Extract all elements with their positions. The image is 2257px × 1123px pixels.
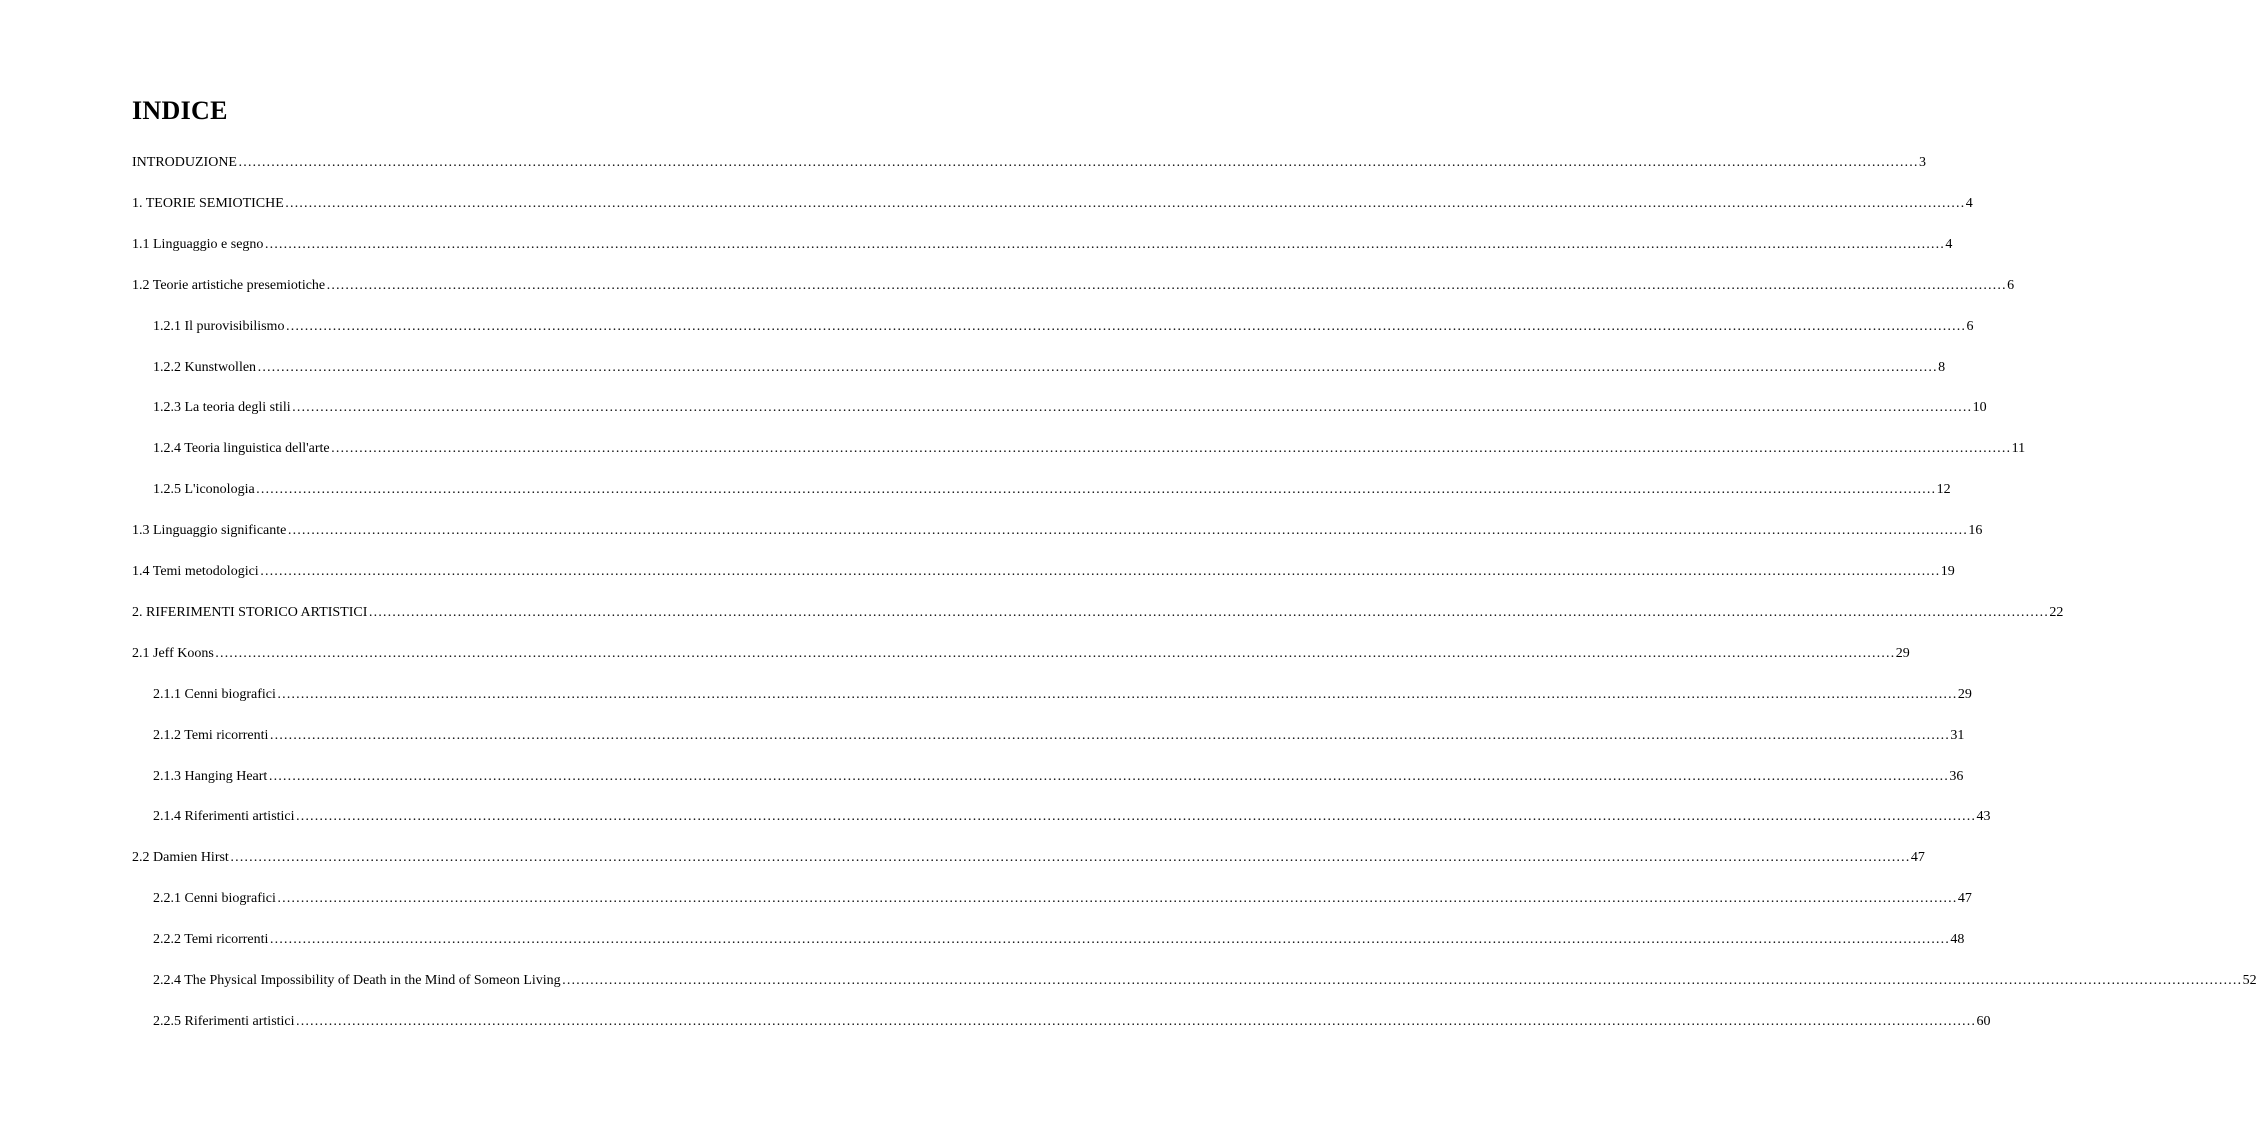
toc-entry-page: 43 [1976,807,1991,827]
dot-leader: ……………………………………………………………………………………………………………………………………………………………………………………………………………………………………………………………………………………………………………………………… [291,400,1972,415]
toc-entry-page: 10 [1972,398,1987,418]
toc-entry[interactable] [132,153,1926,173]
toc-entry-page: 47 [1910,848,1925,868]
toc-entry[interactable] [153,439,2026,459]
toc-entry-title: 2.1.4 Riferimenti artistici [153,807,296,827]
toc-entry-title: 1.2.2 Kunstwollen [153,358,257,378]
dot-leader: ……………………………………………………………………………………………………………………………………………………………………………………………………………………………………………………………………………………………………………………………… [229,850,1910,865]
toc-entry-title: INTRODUZIONE [132,153,238,173]
toc-entry-page: 16 [1967,521,1982,541]
toc-entry-page: 52 [2242,971,2257,991]
toc-entry-page: 48 [1949,930,1964,950]
toc-entry[interactable] [153,358,1946,378]
toc-entry[interactable] [132,848,1925,868]
toc-entry-title: 2.2.4 The Physical Impossibility of Death in the Mind of Someon Living [153,971,562,991]
toc-entry-page: 29 [1895,644,1910,664]
toc-entry-page: 19 [1940,562,1955,582]
toc-entry-title: 1. TEORIE SEMIOTICHE [132,194,285,214]
dot-leader: ……………………………………………………………………………………………………………………………………………………………………………………………………………………………………………………………………………………………………………………………… [257,360,1938,375]
toc-entry-title: 1.2 Teorie artistiche presemiotiche [132,276,326,296]
toc-entry-page: 22 [2048,603,2063,623]
dot-leader: ……………………………………………………………………………………………………………………………………………………………………………………………………………………………………………………………………………………………………………………………… [287,523,1968,538]
toc-entry-page: 60 [1976,1012,1991,1032]
toc-entry[interactable] [153,807,1991,827]
toc-entry[interactable] [132,603,2064,623]
toc-entry[interactable] [153,685,1972,705]
dot-leader: ……………………………………………………………………………………………………………………………………………………………………………………………………………………………………………………………………………………………………………………………… [330,441,2011,456]
toc-entry-title: 1.3 Linguaggio significante [132,521,287,541]
toc-entry-page: 36 [1948,767,1963,787]
toc-entry[interactable] [153,317,1974,337]
toc-entry-title: 2.1.2 Temi ricorrenti [153,726,269,746]
page-title: INDICE [132,96,228,125]
toc-entry[interactable] [132,235,1953,255]
toc-entry-title: 1.4 Temi metodologici [132,562,260,582]
toc-entry-title: 2.1.3 Hanging Heart [153,767,268,787]
toc-entry-page: 6 [2006,276,2014,296]
toc-entry-title: 2.2.2 Temi ricorrenti [153,930,269,950]
toc-entry-title: 2.2.5 Riferimenti artistici [153,1012,296,1032]
toc-entry-title: 1.2.1 Il purovisibilismo [153,317,285,337]
toc-entry[interactable] [132,276,2015,296]
toc-entry-page: 8 [1937,358,1945,378]
toc-entry[interactable] [153,889,1972,909]
toc-entry-title: 2.2.1 Cenni biografici [153,889,277,909]
toc-entry-page: 12 [1936,480,1951,500]
dot-leader: ……………………………………………………………………………………………………………………………………………………………………………………………………………………………………………………………………………………………………………………………… [268,769,1949,784]
dot-leader: ……………………………………………………………………………………………………………………………………………………………………………………………………………………………………………………………………………………………………………………………… [237,155,1918,170]
dot-leader: ……………………………………………………………………………………………………………………………………………………………………………………………………………………………………………………………………………………………………………………………… [284,196,1965,211]
dot-leader: ……………………………………………………………………………………………………………………………………………………………………………………………………………………………………………………………………………………………………………………………… [295,1014,1976,1029]
toc-entry[interactable] [132,644,1910,664]
toc-entry-page: 11 [2011,439,2025,459]
dot-leader: ……………………………………………………………………………………………………………………………………………………………………………………………………………………………………………………………………………………………………………………………… [368,605,2049,620]
toc-entry[interactable] [132,562,1955,582]
dot-leader: ……………………………………………………………………………………………………………………………………………………………………………………………………………………………………………………………………………………………………………………………… [259,564,1940,579]
toc-entry-title: 2.1 Jeff Koons [132,644,215,664]
toc-entry[interactable] [132,521,1983,541]
toc-entry[interactable] [153,480,1951,500]
toc-entry-title: 2.1.1 Cenni biografici [153,685,277,705]
toc-entry[interactable] [153,398,1987,418]
toc-entry-title: 1.1 Linguaggio e segno [132,235,264,255]
toc-entry[interactable] [153,767,1964,787]
dot-leader: ……………………………………………………………………………………………………………………………………………………………………………………………………………………………………………………………………………………………………………………………… [326,278,2007,293]
toc-entry[interactable] [153,726,1965,746]
toc-entry-title: 1.2.5 L'iconologia [153,480,256,500]
toc-entry-title: 2. RIFERIMENTI STORICO ARTISTICI [132,603,368,623]
dot-leader: ……………………………………………………………………………………………………………………………………………………………………………………………………………………………………………………………………………………………………………………………… [295,809,1976,824]
dot-leader: ……………………………………………………………………………………………………………………………………………………………………………………………………………………………………………………………………………………………………………………………… [276,891,1957,906]
dot-leader: ……………………………………………………………………………………………………………………………………………………………………………………………………………………………………………………………………………………………………………………………… [561,973,2242,988]
toc-entry[interactable] [153,971,2257,991]
toc-entry-title: 1.2.4 Teoria linguistica dell'arte [153,439,331,459]
dot-leader: ……………………………………………………………………………………………………………………………………………………………………………………………………………………………………………………………………………………………………………………………… [269,932,1950,947]
dot-leader: ……………………………………………………………………………………………………………………………………………………………………………………………………………………………………………………………………………………………………………………………… [269,728,1950,743]
toc-entry-page: 6 [1965,317,1973,337]
dot-leader: ……………………………………………………………………………………………………………………………………………………………………………………………………………………………………………………………………………………………………………………………… [264,237,1945,252]
toc-entry[interactable] [153,1012,1991,1032]
toc-entry[interactable] [153,930,1965,950]
toc-entry-page: 31 [1949,726,1964,746]
toc-entry-page: 3 [1918,153,1926,173]
dot-leader: ……………………………………………………………………………………………………………………………………………………………………………………………………………………………………………………………………………………………………………………………… [276,687,1957,702]
toc-entry-page: 29 [1957,685,1972,705]
toc-entry-page: 4 [1944,235,1952,255]
toc-entry-title: 1.2.3 La teoria degli stili [153,398,292,418]
toc-entry[interactable] [132,194,1973,214]
dot-leader: ……………………………………………………………………………………………………………………………………………………………………………………………………………………………………………………………………………………………………………………………… [255,482,1936,497]
toc-entry-page: 47 [1957,889,1972,909]
toc-entry-page: 4 [1965,194,1973,214]
toc-entry-title: 2.2 Damien Hirst [132,848,230,868]
dot-leader: ……………………………………………………………………………………………………………………………………………………………………………………………………………………………………………………………………………………………………………………………… [285,319,1966,334]
dot-leader: ……………………………………………………………………………………………………………………………………………………………………………………………………………………………………………………………………………………………………………………………… [214,646,1895,661]
